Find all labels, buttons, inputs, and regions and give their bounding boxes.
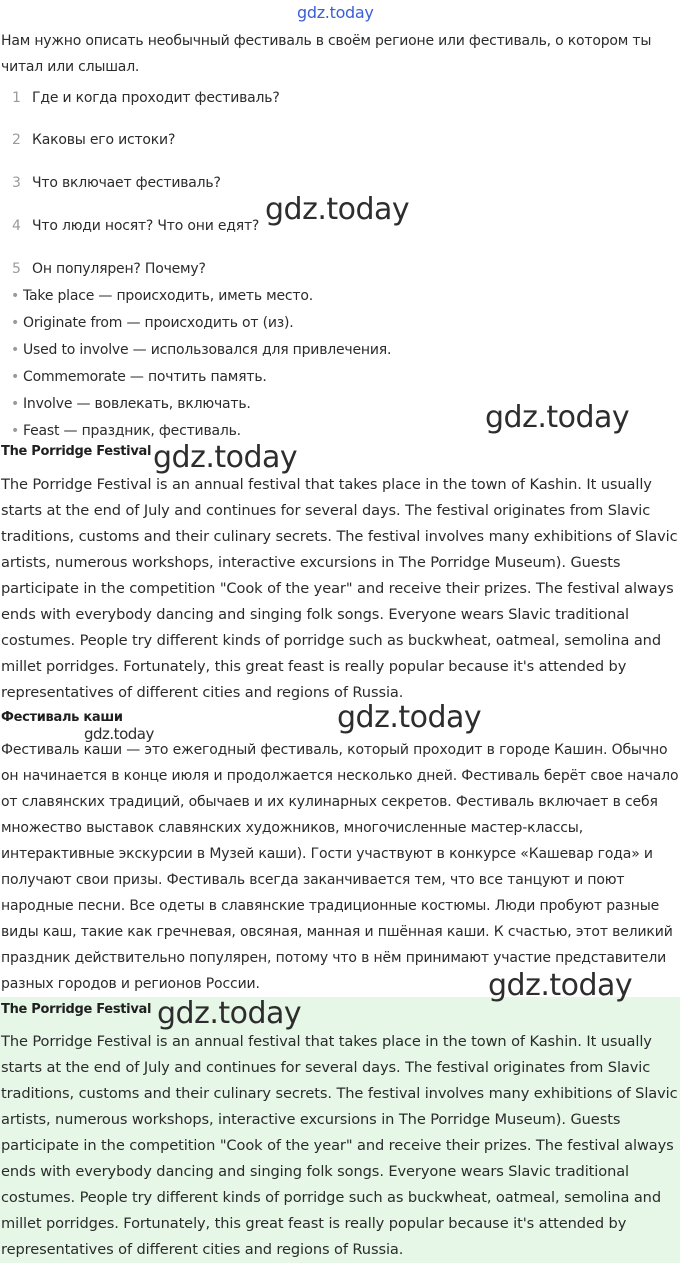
watermark: gdz.today — [488, 968, 633, 1003]
question-item — [12, 170, 221, 196]
question-number: 1 — [12, 90, 21, 106]
question-text: Он популярен? Почему? — [32, 261, 206, 277]
watermark: gdz.today — [153, 440, 298, 475]
bullet-icon: • — [11, 288, 20, 304]
essay-ru-heading: Фестиваль каши — [1, 710, 123, 725]
vocab-item — [11, 364, 267, 390]
question-item — [12, 256, 206, 282]
question-number: 5 — [12, 261, 21, 277]
vocab-item — [11, 310, 294, 336]
question-item — [12, 213, 259, 239]
task-intro: Нам нужно описать необычный фестиваль в своём регионе или фестиваль, о котором ты читал или слышал. — [1, 33, 652, 75]
watermark: gdz.today — [337, 700, 482, 735]
question-text: Где и когда проходит фестиваль? — [32, 90, 280, 106]
watermark: gdz.today — [485, 400, 630, 435]
question-text: Каковы его истоки? — [32, 132, 176, 148]
watermark: gdz.today — [157, 996, 302, 1031]
vocab-item — [11, 337, 391, 363]
question-number: 3 — [12, 175, 21, 191]
vocab-text: Feast — праздник, фестиваль. — [23, 423, 241, 439]
bullet-icon: • — [11, 369, 20, 385]
question-item — [12, 127, 175, 153]
bullet-icon: • — [11, 423, 20, 439]
vocab-item — [11, 283, 313, 309]
vocab-item — [11, 391, 251, 417]
watermark: gdz.today — [265, 192, 410, 227]
question-text: Что включает фестиваль? — [32, 175, 221, 191]
bullet-icon: • — [11, 342, 20, 358]
watermark: gdz.today — [84, 725, 154, 743]
bullet-icon: • — [11, 396, 20, 412]
vocab-text: Involve — вовлекать, включать. — [23, 396, 251, 412]
essay-en-text: The Porridge Festival is an annual festival that takes place in the town of Kashin. It usually starts at the end of July and continues for several days. The festival originates from Slavic traditions, customs and their culinary secrets. The festival involves many exhibitions of Slavic artists, numerous workshops, interactive excursions in The Porridge Museum). Guests participate in the competition "Cook of the year" and receive their prizes. The festival always ends with everybody dancing and singing folk songs. Everyone wears Slavic traditional costumes. People try different kinds of porridge such as buckwheat, oatmeal, semolina and millet porridges. Fortunately, this great feast is really popular because it's attended by representatives of different cities and regions of Russia. — [1, 476, 678, 701]
vocab-text: Take place — происходить, иметь место. — [23, 288, 313, 304]
watermark-top: gdz.today — [297, 3, 374, 22]
question-number: 4 — [12, 218, 21, 234]
question-number: 2 — [12, 132, 21, 148]
bullet-icon: • — [11, 315, 20, 331]
question-text: Что люди носят? Что они едят? — [32, 218, 260, 234]
vocab-text: Used to involve — использовался для привлечения. — [23, 342, 392, 358]
essay-en-heading: The Porridge Festival — [1, 444, 152, 459]
answer-heading: The Porridge Festival — [1, 1002, 152, 1017]
question-item — [12, 85, 280, 111]
vocab-text: Commemorate — почтить память. — [23, 369, 267, 385]
vocab-text: Originate from — происходить от (из). — [23, 315, 294, 331]
essay-ru-text: Фестиваль каши — это ежегодный фестиваль, который проходит в городе Кашин. Обычно он начинается в конце июля и продолжается несколько дней. Фестиваль берёт свое начало от славянских традиций, обычаев и их кулинарных секретов. Фестиваль включает в себя множество выставок славянских художников, многочисленные мастер-классы, интерактивные экскурсии в Музей каши). Гости участвуют в конкурсе «Кашевар года» и получают свои призы. Фестиваль всегда заканчивается тем, что все танцуют и поют народные песни. Все одеты в славянские традиционные костюмы. Люди пробуют разные виды каш, такие как гречневая, овсяная, манная и пшённая каши. К счастью, этот великий праздник действительно популярен, потому что в нём принимают участие представители разных городов и регионов России. — [1, 742, 679, 992]
answer-text: The Porridge Festival is an annual festival that takes place in the town of Kashin. It usually starts at the end of July and continues for several days. The festival originates from Slavic traditions, customs and their culinary secrets. The festival involves many exhibitions of Slavic artists, numerous workshops, interactive excursions in The Porridge Museum). Guests participate in the competition "Cook of the year" and receive their prizes. The festival always ends with everybody dancing and singing folk songs. Everyone wears Slavic traditional costumes. People try different kinds of porridge such as buckwheat, oatmeal, semolina and millet porridges. Fortunately, this great feast is really popular because it's attended by representatives of different cities and regions of Russia. — [1, 1033, 678, 1258]
